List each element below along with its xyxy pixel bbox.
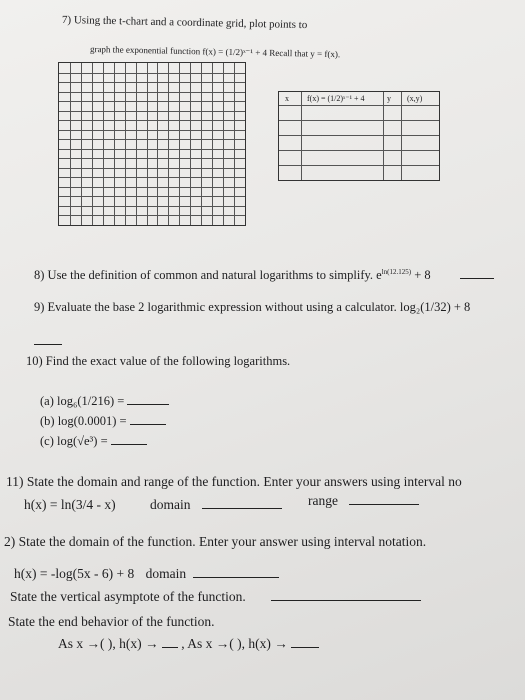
grid-vline bbox=[125, 63, 126, 225]
q8-answer-blank[interactable] bbox=[460, 268, 494, 279]
grid-hline bbox=[59, 168, 245, 169]
tchart-header-xy: (x,y) bbox=[407, 94, 423, 103]
grid-vline bbox=[147, 63, 148, 225]
grid-vline bbox=[179, 63, 180, 225]
grid-hline bbox=[59, 92, 245, 93]
q11-range: range bbox=[308, 493, 419, 509]
q10-c-blank[interactable] bbox=[111, 434, 147, 445]
tchart-header-fx: f(x) = (1/2)ˣ⁻¹ + 4 bbox=[307, 94, 365, 103]
q11-domain-blank[interactable] bbox=[202, 498, 282, 509]
q12-domain-blank[interactable] bbox=[193, 567, 279, 578]
grid-hline bbox=[59, 101, 245, 102]
tchart-header-x: x bbox=[285, 94, 289, 103]
grid-vline bbox=[190, 63, 191, 225]
grid-vline bbox=[223, 63, 224, 225]
grid-vline bbox=[81, 63, 82, 225]
grid-hline bbox=[59, 158, 245, 159]
q11-line1: 11) State the domain and range of the function. Enter your answers using interval no bbox=[6, 474, 462, 489]
q12-end-behavior: State the end behavior of the function. bbox=[8, 614, 215, 629]
q8-text: 8) Use the definition of common and natural logarithms to simplify. $e^{ln(12.125)} + 8$ bbox=[34, 268, 494, 283]
q12-line1: 2) State the domain of the function. Enter your answer using interval notation. bbox=[4, 534, 427, 549]
tchart-row-line bbox=[279, 165, 439, 166]
grid-hline bbox=[59, 215, 245, 216]
q10-title: 10) Find the exact value of the following logarithms. bbox=[26, 354, 291, 368]
tchart-row-line bbox=[279, 120, 439, 121]
grid-vline bbox=[168, 63, 169, 225]
grid-vline bbox=[136, 63, 137, 225]
grid-vline bbox=[212, 63, 213, 225]
q10-b-blank[interactable] bbox=[130, 414, 166, 425]
tchart-row-line bbox=[279, 105, 439, 106]
grid-vline bbox=[201, 63, 202, 225]
grid-hline bbox=[59, 73, 245, 74]
coordinate-grid bbox=[58, 62, 246, 226]
grid-vline bbox=[70, 63, 71, 225]
grid-hline bbox=[59, 187, 245, 188]
grid-vline bbox=[114, 63, 115, 225]
grid-hline bbox=[59, 149, 245, 150]
t-chart bbox=[278, 91, 440, 181]
q12-func: h(x) = -log(5x - 6) + 8 domain bbox=[14, 566, 279, 582]
grid-vline bbox=[92, 63, 93, 225]
grid-hline bbox=[59, 139, 245, 140]
q9-answer-blank[interactable] bbox=[34, 334, 62, 345]
tchart-row-line bbox=[279, 150, 439, 151]
grid-hline bbox=[59, 120, 245, 121]
tchart-col-line bbox=[301, 92, 302, 180]
q10-c: (c) log(√e³) = bbox=[40, 434, 147, 449]
q7-line2: graph the exponential function f(x) = (1/2)ˣ⁻¹ + 4 Recall that y = f(x). bbox=[89, 44, 341, 60]
q12-right-blank[interactable] bbox=[291, 637, 319, 648]
q12-asymptote: State the vertical asymptote of the function. bbox=[10, 589, 421, 605]
q11-func: h(x) = ln(3/4 - x) bbox=[24, 497, 116, 512]
q12-as-line: As x →( ), h(x) → , As x →( ), h(x) → bbox=[58, 636, 319, 652]
grid-hline bbox=[59, 206, 245, 207]
q10-b: (b) log(0.0001) = bbox=[40, 414, 166, 429]
grid-vline bbox=[234, 63, 235, 225]
q10-a: (a) log₆(1/216) = bbox=[40, 394, 169, 409]
grid-hline bbox=[59, 177, 245, 178]
tchart-row-line bbox=[279, 135, 439, 136]
q7-line1: 7) Using the t-chart and a coordinate grid, plot points to bbox=[61, 14, 308, 32]
tchart-col-line bbox=[401, 92, 402, 180]
grid-vline bbox=[157, 63, 158, 225]
grid-vline bbox=[103, 63, 104, 225]
tchart-col-line bbox=[383, 92, 384, 180]
tchart-header-y: y bbox=[387, 94, 391, 103]
grid-hline bbox=[59, 130, 245, 131]
q12-left-blank[interactable] bbox=[162, 637, 178, 648]
grid-hline bbox=[59, 82, 245, 83]
q11-domain: domain bbox=[150, 497, 282, 513]
grid-hline bbox=[59, 111, 245, 112]
q10-a-blank[interactable] bbox=[127, 394, 169, 405]
q11-range-blank[interactable] bbox=[349, 494, 419, 505]
grid-hline bbox=[59, 196, 245, 197]
q12-asymptote-blank[interactable] bbox=[271, 590, 421, 601]
q9-text: 9) Evaluate the base 2 logarithmic expression without using a calculator. log₂(1/32) + 8 bbox=[34, 300, 471, 314]
